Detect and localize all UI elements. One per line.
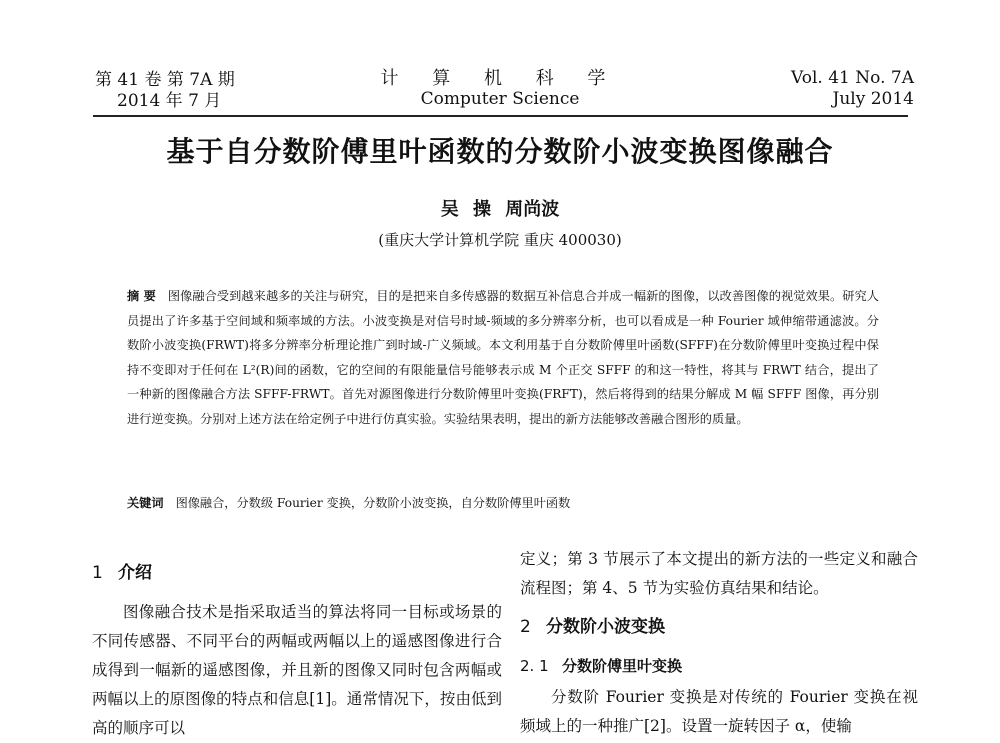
paragraph-continued: 定义；第 3 节展示了本文提出的新方法的一些定义和融合流程图；第 4、5 节为实验仿真结果和结论。 — [520, 550, 918, 597]
subsection-2-1-heading — [520, 652, 918, 681]
author-affiliation: (重庆大学计算机学院 重庆 400030) — [378, 231, 622, 249]
abstract-label: 摘 要 — [127, 289, 156, 303]
header-rule — [93, 115, 908, 117]
issue-date-cn: 2014 年 7 月 — [117, 91, 222, 111]
frft-paragraph: 分数阶 Fourier 变换是对传统的 Fourier 变换在视频域上的一种推广[2]。设置一旋转因子 α，使输 — [520, 688, 918, 735]
section-title: 分数阶小波变换 — [546, 617, 665, 637]
section-title: 介绍 — [118, 563, 152, 583]
paper-title: 基于自分数阶傅里叶函数的分数阶小波变换图像融合 — [166, 135, 834, 168]
journal-name-en: Computer Science — [420, 89, 580, 109]
section-number: 1 — [92, 563, 103, 583]
intro-paragraph: 图像融合技术是指采取适当的算法将同一目标或场景的不同传感器、不同平台的两幅或两幅以上的遥感图像进行合成得到一幅新的遥感图像，并且新的图像又同时包含两幅或两幅以上的原图像的特点和信息[1]。通常情况下，按由低到高的顺序可以 — [92, 603, 502, 737]
section-1-heading — [92, 559, 502, 588]
left-column — [92, 555, 502, 743]
keywords-label: 关键词 — [127, 496, 164, 510]
abstract — [127, 284, 879, 431]
keywords-text: 图像融合，分数级 Fourier 变换，分数阶小波变换，自分数阶傅里叶函数 — [175, 496, 571, 510]
volume-issue-en: Vol. 41 No. 7A — [791, 68, 914, 88]
section-number: 2 — [520, 617, 531, 637]
journal-name-cn: 计 算 机 科 学 — [380, 68, 620, 89]
keywords — [127, 494, 879, 511]
volume-issue: 第 41 卷 第 7A 期 — [95, 70, 235, 90]
issue-date-en: July 2014 — [832, 89, 914, 109]
right-column — [520, 545, 918, 741]
journal-volume-en — [791, 68, 914, 110]
subsection-title: 分数阶傅里叶变换 — [562, 657, 683, 675]
abstract-text: 图像融合受到越来越多的关注与研究，目的是把来自多传感器的数据互补信息合并成一幅新的图像，以改善图像的视觉效果。研究人员提出了许多基于空间域和频率域的方法。小波变换是对信号时域-频域的多分辨率分析，也可以看成是一种 Fourier 域伸缩带通滤波。分数阶小波变换(FRWT)将多分辨率分析理论推广到时域-广义频域。本文利用基于自分数阶傅里叶函数(SFFF)在分数阶傅里叶变换过程中保持不变即对于任何在 L²(R)间的函数，它的空间的有限能量信号能够表示成 M 个正交 SFFF 的和这一特性，将其与 FRWT 结合，提出了一种新的图像融合方法 SFFF-FRWT。首先对源图像进行分数阶傅里叶变换(FRFT)，然后将得到的结果分解成 M 幅 SFFF 图像，再分别进行逆变换。分别对上述方法在给定例子中进行仿真实验。实验结果表明，提出的新方法能够改善融合图形的质量。 — [127, 289, 879, 426]
paper-authors: 吴 操 周尚波 — [440, 199, 560, 220]
subsection-number: 2. 1 — [520, 657, 549, 675]
section-2-heading — [520, 613, 918, 642]
